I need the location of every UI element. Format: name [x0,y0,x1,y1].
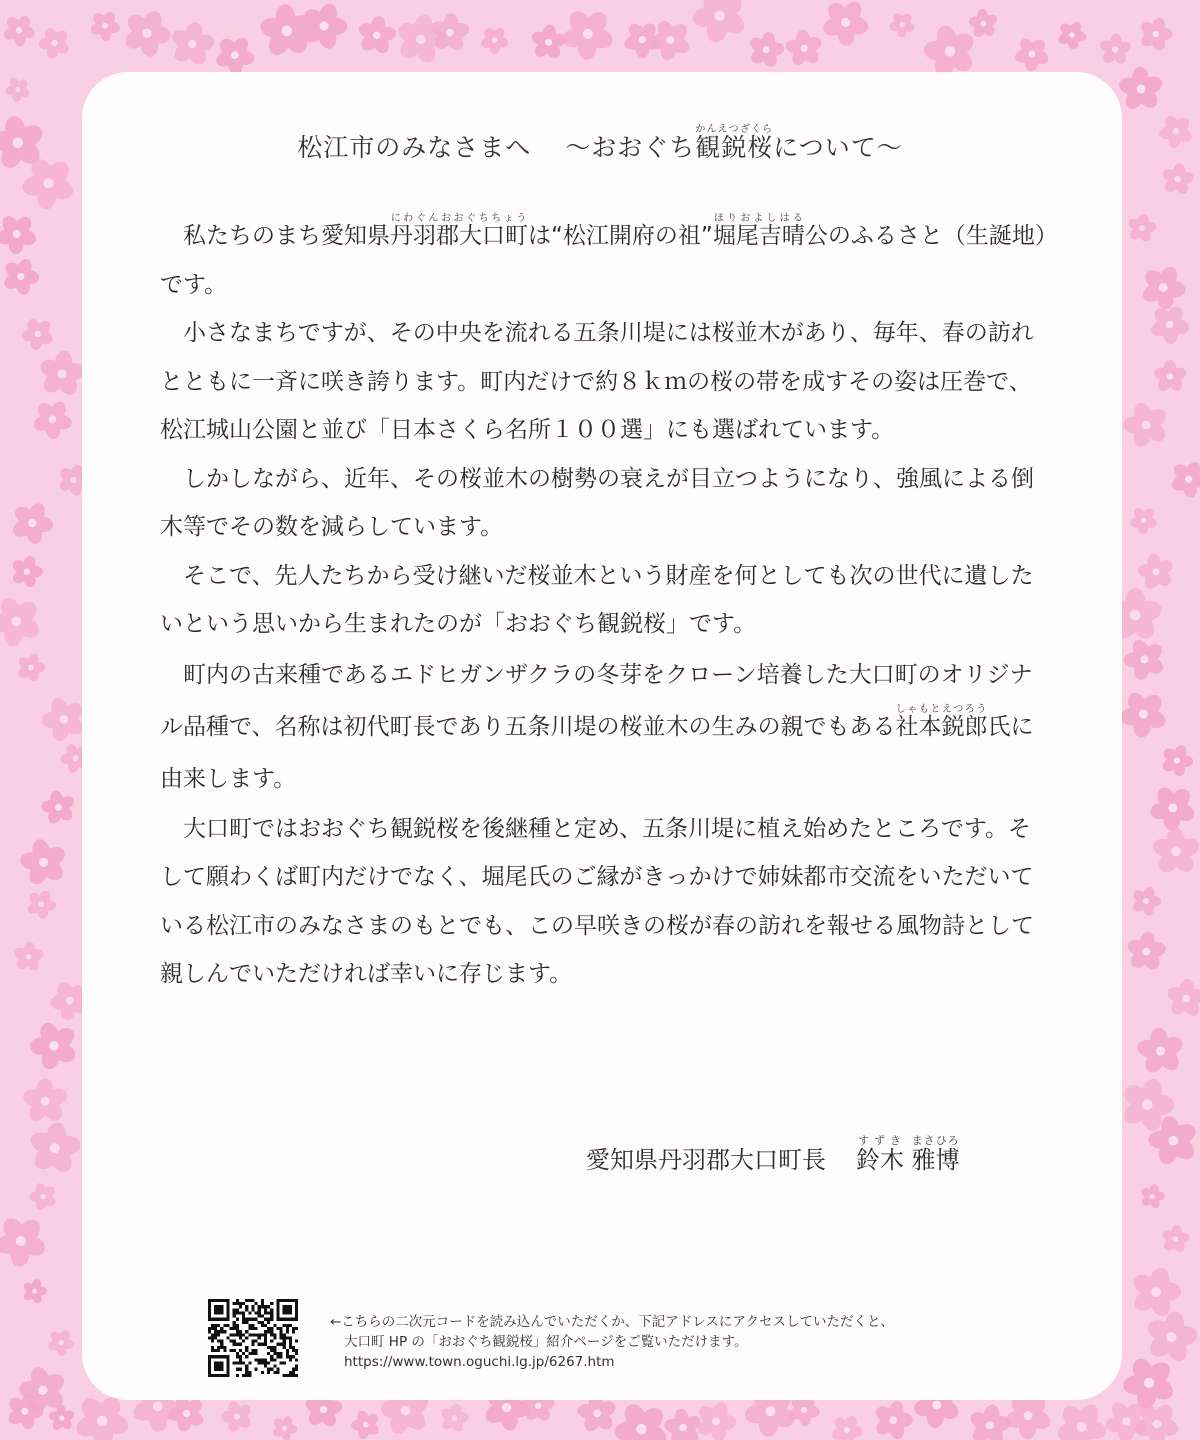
title-topic-pre: 〜おおぐち [565,133,696,162]
title-addressee: 松江市のみなさまへ [297,133,532,162]
signature [586,1134,1046,1175]
title-topic-post: について〜 [773,133,903,162]
signature-office: 愛知県丹羽郡大口町長 [586,1146,826,1174]
ruby-oguchi-town: 丹羽郡大口町にわぐんおおぐちちょう [390,213,528,249]
qr-code-icon[interactable] [206,1299,300,1377]
page-title [0,124,1200,164]
footer-line-1: ←こちらの二次元コードを読み込んでいただくか、下記アドレスにアクセスしていただくと、 [330,1314,895,1330]
title-ruby-kanetsuzakura: 観鋭桜かんえつざくら [695,124,774,162]
footer-url[interactable]: https://www.town.oguchi.lg.jp/6267.htm [344,1354,615,1370]
letter-body [160,212,1052,999]
paragraph-3: しかしながら、近年、その桜並木の樹勢の衰えが目立つようになり、強風による倒木等でその数を減らしています。 [160,465,1034,540]
paragraph-5: 町内の古来種であるエドヒガンザクラの冬芽をクローン培養した大口町のオリジナル品種で、名称は初代町長であり五条川堤の桜並木の生みの親でもある社本鋭郎しゃもとえつろう氏に由来します。 [160,661,1034,792]
signature-given-name: 雅博まさひろ [911,1134,960,1174]
paragraph-1: 私たちのまち愛知県丹羽郡大口町にわぐんおおぐちちょうは“松江開府の祖”堀尾吉晴ほりおよしはる公のふるさと（生誕地）です。 [160,213,1047,298]
paragraph-2: 小さなまちですが、その中央を流れる五条川堤には桜並木があり、毎年、春の訪れとともに一斉に咲き誇ります。町内だけで約８ｋｍの桜の帯を成すその姿は圧巻で、松江城山公園と並び「日本さくら名所１００選」にも選ばれています。 [160,320,1034,443]
footer-note [330,1312,1070,1372]
signature-surname: 鈴木すずき [856,1134,904,1174]
footer-line-2: 大口町 HP の「おおぐち観鋭桜」紹介ページをご覧いただけます。 [344,1334,748,1350]
paragraph-6: 大口町ではおおぐち観鋭桜を後継種と定め、五条川堤に植え始めたところです。そして願わくば町内だけでなく、堀尾氏のご縁がきっかけで姉妹都市交流をいただいている松江市のみなさまのもとでも、この早咲きの桜が春の訪れを報せる風物詩として親しんでいただければ幸いに存じます。 [160,815,1034,987]
ruby-shamoto-etsuro: 社本鋭郎しゃもとえつろう [895,703,988,740]
ruby-horio-yoshiharu: 堀尾吉晴ほりおよしはる [712,213,805,249]
paragraph-4: そこで、先人たちから受け継いだ桜並木という財産を何としても次の世代に遺したいという思いから生まれたのが「おおぐち観鋭桜」です。 [160,562,1034,637]
